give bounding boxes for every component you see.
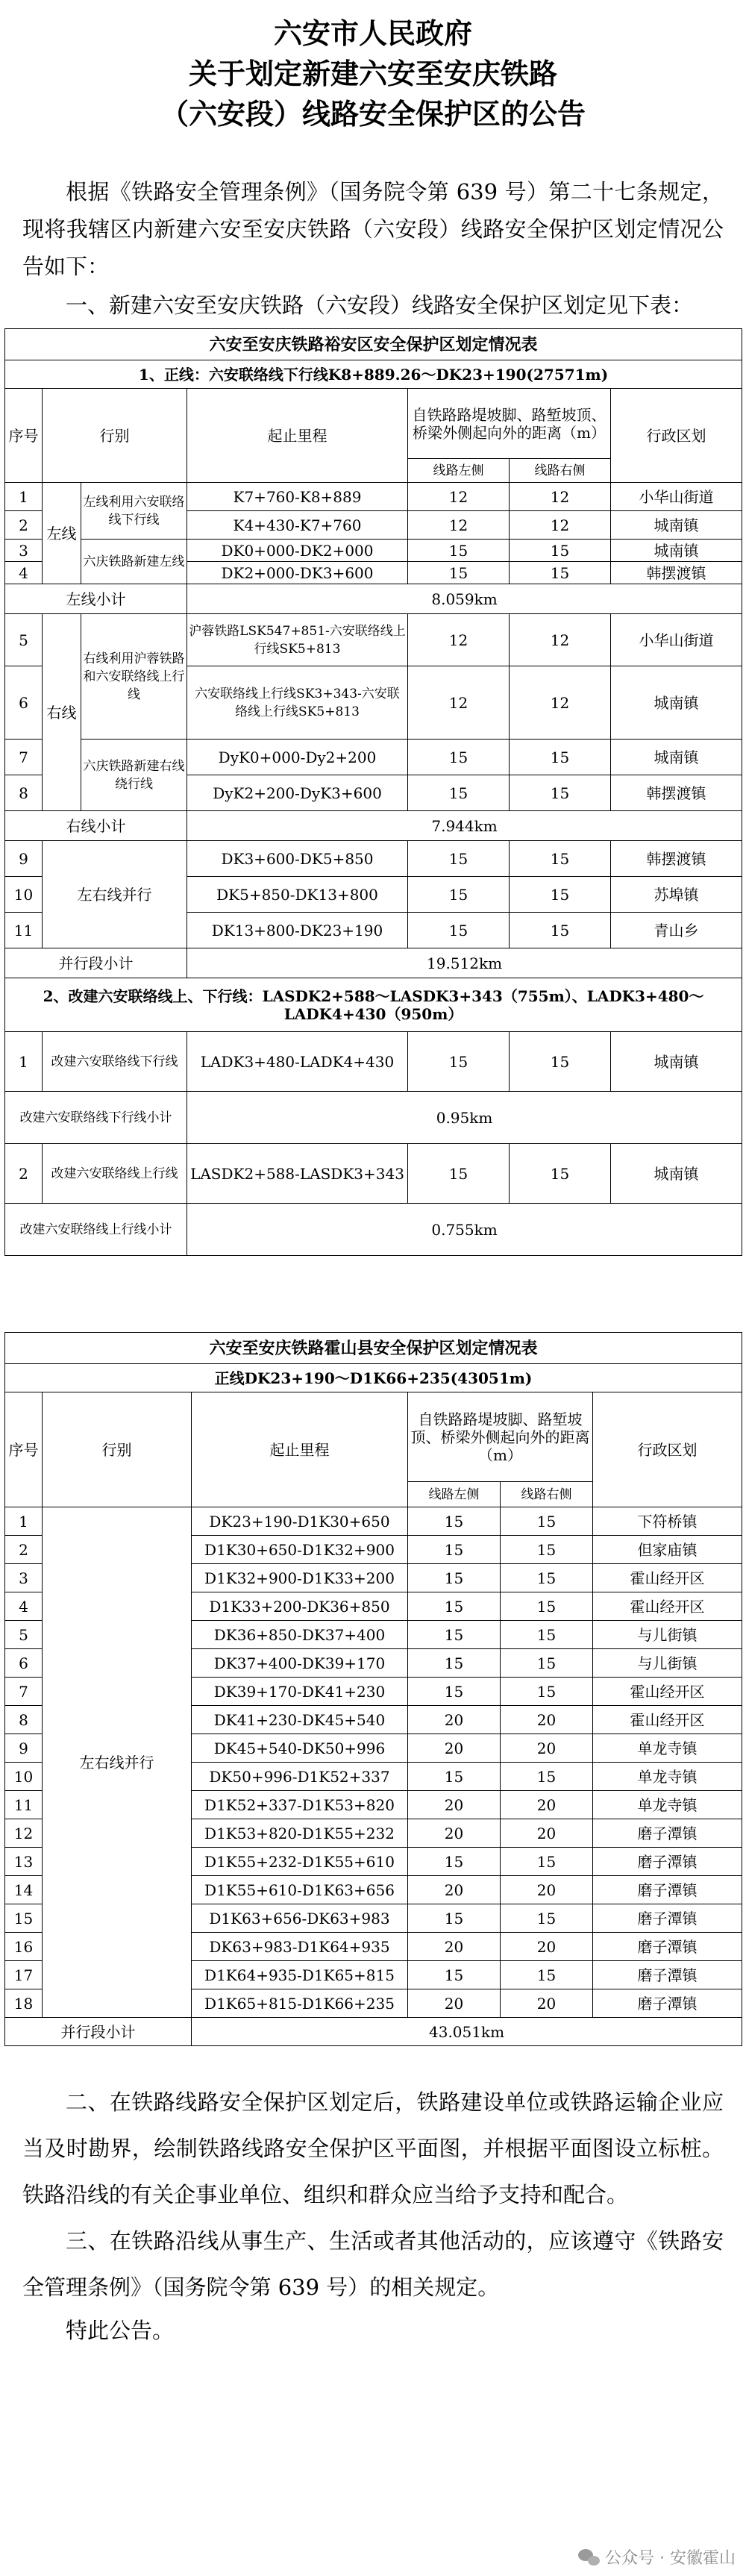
table-row: 4 DK2+000-DK3+600 15 15 韩摆渡镇 xyxy=(5,562,742,584)
row-admin: 磨子潭镇 xyxy=(593,1848,742,1876)
row-mileage: DK45+540-DK50+996 xyxy=(192,1734,408,1763)
row-seq: 11 xyxy=(5,1791,43,1819)
row-admin: 霍山经开区 xyxy=(593,1678,742,1706)
row-seq: 6 xyxy=(5,1649,43,1678)
row-admin: 单龙寺镇 xyxy=(593,1734,742,1763)
table-row: 9 左右线并行 DK3+600-DK5+850 15 15 韩摆渡镇 xyxy=(5,841,742,877)
row-left: 15 xyxy=(408,1564,501,1592)
group-parallel: 左右线并行 xyxy=(43,841,187,948)
header-left-side: 线路左侧 xyxy=(408,459,510,483)
row-admin: 磨子潭镇 xyxy=(593,1933,742,1961)
header-line-type: 行别 xyxy=(43,1392,192,1507)
header-right-side: 线路右侧 xyxy=(501,1482,593,1507)
row-right: 15 xyxy=(501,1763,593,1791)
left-sub-1: 左线利用六安联络线下行线 xyxy=(81,483,187,540)
row-seq: 16 xyxy=(5,1933,43,1961)
right-sub-1: 右线利用沪蓉铁路和六安联络线上行线 xyxy=(81,614,187,740)
row-left: 15 xyxy=(408,1621,501,1649)
header-admin: 行政区划 xyxy=(611,389,742,483)
row-left: 20 xyxy=(408,1876,501,1904)
row-right: 20 xyxy=(501,1734,593,1763)
huoshan-county-table xyxy=(4,1332,742,2046)
row-seq: 18 xyxy=(5,1989,43,2018)
row-right: 15 xyxy=(501,1621,593,1649)
row-left: 15 xyxy=(408,1904,501,1933)
row-left: 15 xyxy=(408,1678,501,1706)
header-left-side: 线路左侧 xyxy=(408,1482,501,1507)
group-left-line: 左线 xyxy=(43,483,81,584)
row-seq: 7 xyxy=(5,1678,43,1706)
row-right: 15 xyxy=(501,1904,593,1933)
header-seq: 序号 xyxy=(5,389,43,483)
row-mileage: D1K65+815-D1K66+235 xyxy=(192,1989,408,2018)
row-seq: 3 xyxy=(5,1564,43,1592)
row-mileage: D1K30+650-D1K32+900 xyxy=(192,1536,408,1564)
watermark xyxy=(578,2545,736,2569)
row-admin: 霍山经开区 xyxy=(593,1564,742,1592)
subtotal-row: 改建六安联络线上行线小计 0.755km xyxy=(5,1204,742,1256)
section-heading: 正线DK23+190～D1K66+235(43051m) xyxy=(5,1364,742,1392)
row-right: 15 xyxy=(501,1848,593,1876)
group-parallel: 左右线并行 xyxy=(43,1507,192,2018)
row-seq: 8 xyxy=(5,1706,43,1734)
row-left: 15 xyxy=(408,1507,501,1536)
row-right: 15 xyxy=(501,1649,593,1678)
row-right: 15 xyxy=(501,1678,593,1706)
section-heading-2: 2、改建六安联络线上、下行线：LASDK2+588～LASDK3+343（755m）、LADK3+480～LADK4+430（950m） xyxy=(5,978,742,1032)
row-seq: 14 xyxy=(5,1876,43,1904)
row-mileage: DK50+996-D1K52+337 xyxy=(192,1763,408,1791)
table-row: 11 DK13+800-DK23+190 15 15 青山乡 xyxy=(5,913,742,948)
table-row: 10 DK5+850-DK13+800 15 15 苏埠镇 xyxy=(5,877,742,913)
table-row: 2 K4+430-K7+760 12 12 城南镇 xyxy=(5,511,742,540)
table-row: 2 改建六安联络线上行线 LASDK2+588-LASDK3+343 15 15 城南镇 xyxy=(5,1144,742,1204)
row-mileage: D1K55+232-D1K55+610 xyxy=(192,1848,408,1876)
row-left: 15 xyxy=(408,1536,501,1564)
row-mileage: D1K52+337-D1K53+820 xyxy=(192,1791,408,1819)
header-distance: 自铁路路堤坡脚、路堑坡顶、桥梁外侧起向外的距离（m） xyxy=(408,389,611,459)
row-seq: 5 xyxy=(5,1621,43,1649)
row-seq: 9 xyxy=(5,1734,43,1763)
table-row: 1 改建六安联络线下行线 LADK3+480-LADK4+430 15 15 城南镇 xyxy=(5,1032,742,1092)
row-seq: 2 xyxy=(5,1536,43,1564)
title-line-2: 关于划定新建六安至安庆铁路 xyxy=(188,57,557,90)
closing-line: 特此公告。 xyxy=(66,2318,175,2343)
title-line-3: （六安段）线路安全保护区的公告 xyxy=(160,97,586,131)
row-left: 20 xyxy=(408,1989,501,2018)
row-mileage: DK36+850-DK37+400 xyxy=(192,1621,408,1649)
row-right: 20 xyxy=(501,1819,593,1848)
notice-title xyxy=(0,0,746,134)
row-right: 15 xyxy=(501,1961,593,1989)
item-3-paragraph: 三、在铁路沿线从事生产、生活或者其他活动的，应该遵守《铁路安全管理条例》（国务院令第 639 号）的相关规定。 xyxy=(22,2228,724,2300)
row-right: 20 xyxy=(501,1933,593,1961)
yuan-district-table xyxy=(4,328,742,1256)
subtotal-row: 改建六安联络线下行线小计 0.95km xyxy=(5,1092,742,1144)
row-mileage: D1K63+656-DK63+983 xyxy=(192,1904,408,1933)
item-2-paragraph: 二、在铁路线路安全保护区划定后，铁路建设单位或铁路运输企业应当及时勘界，绘制铁路线路安全保护区平面图，并根据平面图设立标桩。铁路沿线的有关企事业单位、组织和群众应当给予支持和配合。 xyxy=(22,2089,724,2207)
row-right: 15 xyxy=(501,1592,593,1621)
row-admin: 与儿街镇 xyxy=(593,1649,742,1678)
header-seq: 序号 xyxy=(5,1392,43,1507)
header-mileage: 起止里程 xyxy=(192,1392,408,1507)
row-right: 15 xyxy=(501,1536,593,1564)
row-left: 20 xyxy=(408,1791,501,1819)
row-right: 20 xyxy=(501,1876,593,1904)
item-1-paragraph: 一、新建六安至安庆铁路（六安段）线路安全保护区划定见下表： xyxy=(66,293,694,318)
row-left: 20 xyxy=(408,1933,501,1961)
row-admin: 单龙寺镇 xyxy=(593,1763,742,1791)
row-admin: 霍山经开区 xyxy=(593,1706,742,1734)
row-admin: 磨子潭镇 xyxy=(593,1876,742,1904)
header-mileage: 起止里程 xyxy=(187,389,408,483)
row-seq: 1 xyxy=(5,1507,43,1536)
row-admin: 磨子潭镇 xyxy=(593,1961,742,1989)
subtotal-row: 并行段小计 19.512km xyxy=(5,948,742,978)
row-seq: 4 xyxy=(5,1592,43,1621)
row-right: 20 xyxy=(501,1791,593,1819)
table-row: 7 六庆铁路新建右线绕行线 DyK0+000-Dy2+200 15 15 城南镇 xyxy=(5,740,742,775)
section-heading: 1、正线：六安联络线下行线K8+889.26～DK23+190(27571m) xyxy=(5,360,742,389)
row-left: 15 xyxy=(408,1961,501,1989)
row-left: 20 xyxy=(408,1706,501,1734)
row-mileage: D1K32+900-D1K33+200 xyxy=(192,1564,408,1592)
row-right: 15 xyxy=(501,1564,593,1592)
row-mileage: D1K55+610-D1K63+656 xyxy=(192,1876,408,1904)
subtotal-row: 左线小计 8.059km xyxy=(5,584,742,614)
table-row: 8 DyK2+200-DyK3+600 15 15 韩摆渡镇 xyxy=(5,775,742,811)
right-sub-2: 六庆铁路新建右线绕行线 xyxy=(81,740,187,811)
group-right-line: 右线 xyxy=(43,614,81,811)
row-mileage: DK39+170-DK41+230 xyxy=(192,1678,408,1706)
header-line-type: 行别 xyxy=(43,389,187,483)
row-left: 20 xyxy=(408,1819,501,1848)
row-right: 20 xyxy=(501,1989,593,2018)
row-admin: 但家庙镇 xyxy=(593,1536,742,1564)
subtotal-row: 右线小计 7.944km xyxy=(5,811,742,841)
table-row xyxy=(5,1507,742,1536)
row-left: 15 xyxy=(408,1848,501,1876)
header-right-side: 线路右侧 xyxy=(510,459,611,483)
watermark-text: 公众号 · 安徽霍山 xyxy=(605,2549,736,2568)
row-seq: 15 xyxy=(5,1904,43,1933)
row-seq: 13 xyxy=(5,1848,43,1876)
title-line-1: 六安市人民政府 xyxy=(273,16,472,50)
row-mileage: D1K33+200-DK36+850 xyxy=(192,1592,408,1621)
row-seq: 10 xyxy=(5,1763,43,1791)
left-sub-2: 六庆铁路新建左线 xyxy=(81,540,187,584)
row-left: 15 xyxy=(408,1763,501,1791)
row-seq: 17 xyxy=(5,1961,43,1989)
table-row: 3 六庆铁路新建左线 DK0+000-DK2+000 15 15 城南镇 xyxy=(5,540,742,562)
table-caption: 六安至安庆铁路霍山县安全保护区划定情况表 xyxy=(5,1333,742,1364)
row-left: 15 xyxy=(408,1649,501,1678)
row-seq: 12 xyxy=(5,1819,43,1848)
row-mileage: DK63+983-D1K64+935 xyxy=(192,1933,408,1961)
row-admin: 磨子潭镇 xyxy=(593,1904,742,1933)
row-left: 15 xyxy=(408,1592,501,1621)
subtotal-row: 并行段小计 43.051km xyxy=(5,2018,742,2046)
header-distance: 自铁路路堤坡脚、路堑坡顶、桥梁外侧起向外的距离（m） xyxy=(408,1392,593,1482)
table-row: 6 六安联络线上行线SK3+343-六安联络线上行线SK5+813 12 12 城南镇 xyxy=(5,666,742,740)
row-mileage: D1K53+820-D1K55+232 xyxy=(192,1819,408,1848)
intro-paragraph: 根据《铁路安全管理条例》（国务院令第 639 号）第二十七条规定，现将我辖区内新建六安至安庆铁路（六安段）线路安全保护区划定情况公告如下： xyxy=(22,179,724,279)
row-mileage: D1K64+935-D1K65+815 xyxy=(192,1961,408,1989)
row-mileage: DK37+400-DK39+170 xyxy=(192,1649,408,1678)
row-admin: 磨子潭镇 xyxy=(593,1989,742,2018)
row-mileage: DK41+230-DK45+540 xyxy=(192,1706,408,1734)
row-right: 20 xyxy=(501,1706,593,1734)
header-admin: 行政区划 xyxy=(593,1392,742,1507)
row-mileage: DK23+190-D1K30+650 xyxy=(192,1507,408,1536)
row-admin: 下符桥镇 xyxy=(593,1507,742,1536)
row-admin: 单龙寺镇 xyxy=(593,1791,742,1819)
table-caption: 六安至安庆铁路裕安区安全保护区划定情况表 xyxy=(5,329,742,360)
row-admin: 霍山经开区 xyxy=(593,1592,742,1621)
row-left: 20 xyxy=(408,1734,501,1763)
wechat-icon xyxy=(578,2548,601,2567)
table-row: 5 右线 右线利用沪蓉铁路和六安联络线上行线 沪蓉铁路LSK547+851-六安联络线上行线SK5+813 12 12 小华山街道 xyxy=(5,614,742,666)
table-row: 1 左线 左线利用六安联络线下行线 K7+760-K8+889 12 12 小华山街道 xyxy=(5,483,742,511)
row-admin: 与儿街镇 xyxy=(593,1621,742,1649)
row-right: 15 xyxy=(501,1507,593,1536)
row-admin: 磨子潭镇 xyxy=(593,1819,742,1848)
